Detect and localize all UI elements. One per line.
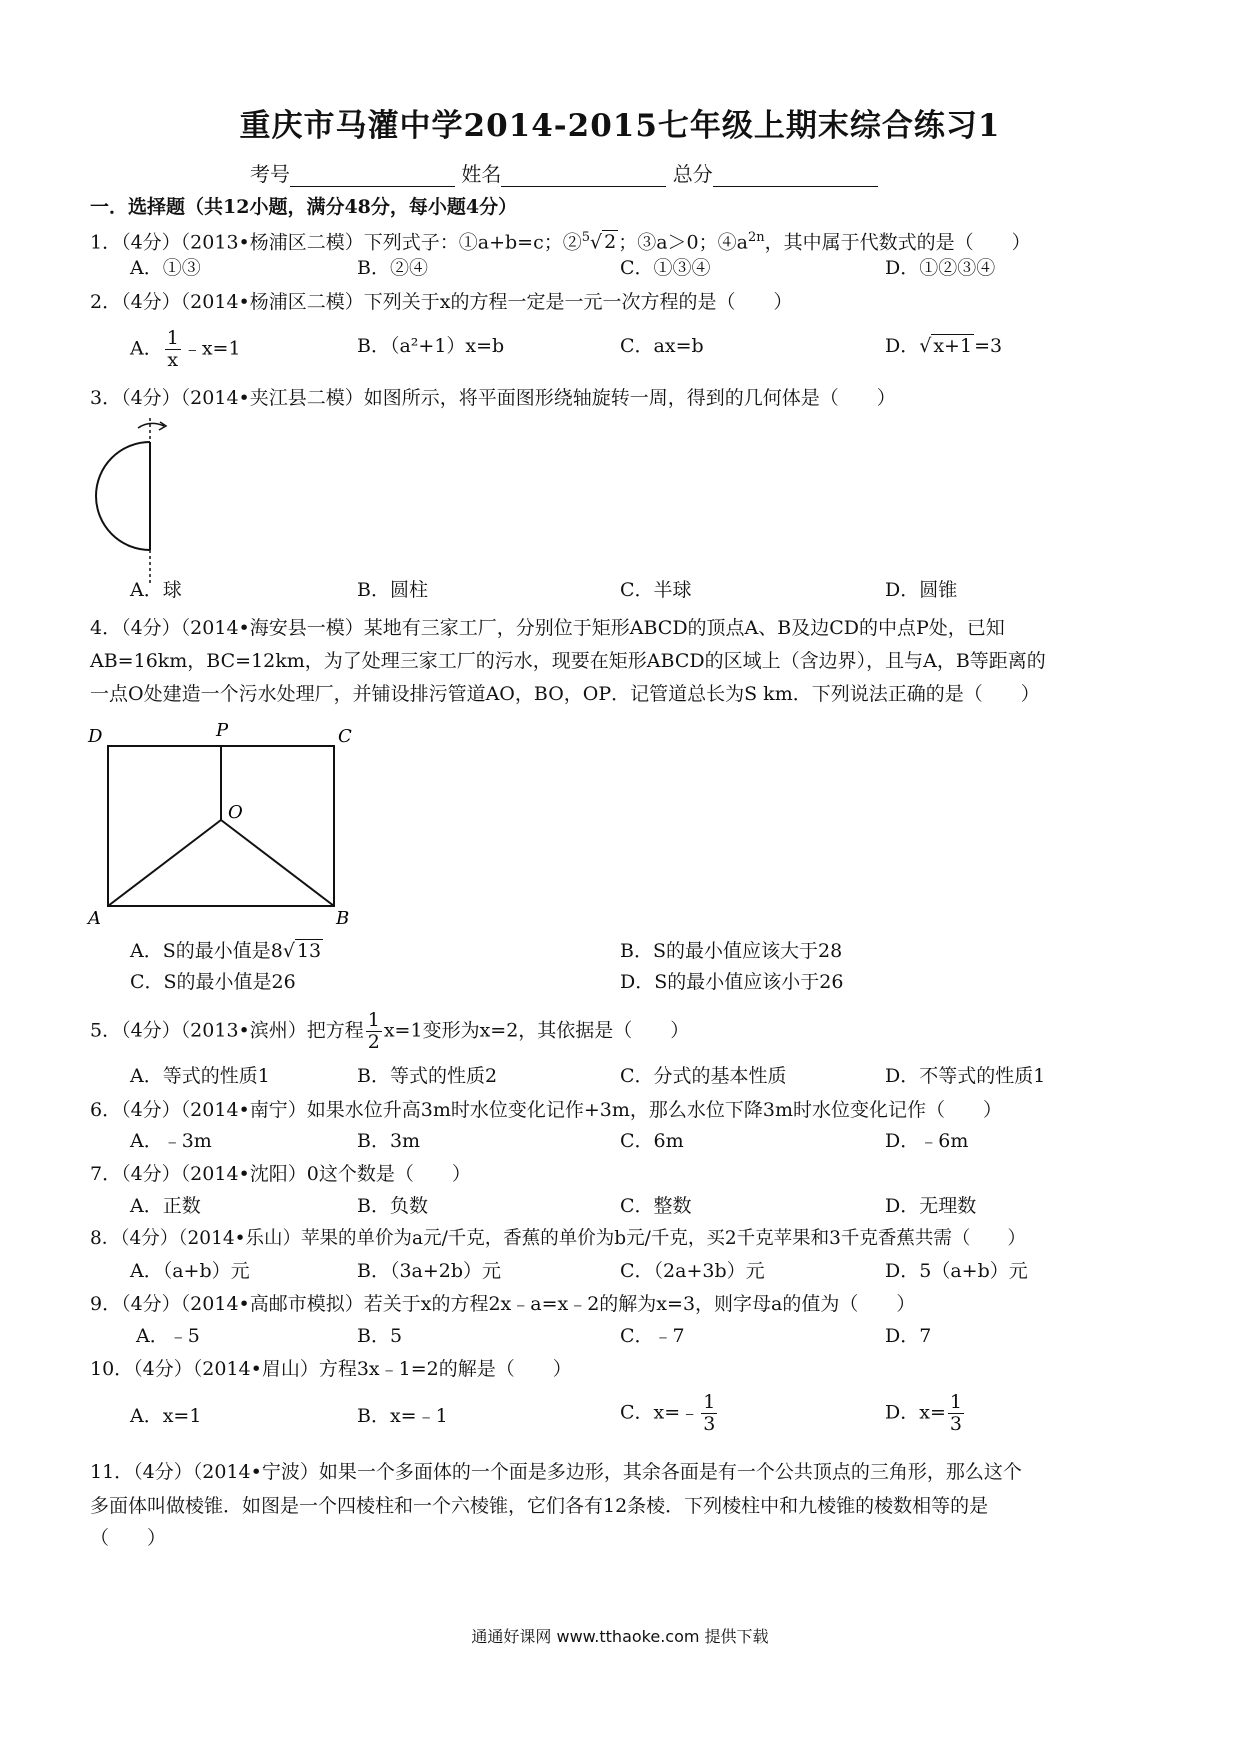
label-c: C [338, 726, 352, 747]
q6-option-c[interactable]: C．6m [620, 1130, 684, 1152]
q2-option-d[interactable] [885, 330, 1002, 362]
q1-radical: √ 2 [590, 231, 617, 254]
q3-option-d[interactable]: D．圆锥 [885, 579, 958, 601]
question-9-stem: 9．（4分）（2014•高邮市模拟）若关于x的方程2x﹣a=x﹣2的解为x=3，则字母a的值为（ ） [90, 1293, 916, 1315]
question-8-stem: 8．（4分）（2014•乐山）苹果的单价为a元/千克，香蕉的单价为b元/千克，买2千克苹果和3千克香蕉共需（ ） [90, 1228, 1026, 1249]
q9-option-d[interactable]: D．7 [885, 1325, 932, 1347]
question-10-stem: 10．（4分）（2014•眉山）方程3x﹣1=2的解是（ ） [90, 1358, 572, 1380]
section-heading: 一．选择题（共12小题，满分48分，每小题4分） [90, 196, 518, 218]
q10-d-fraction [948, 1392, 964, 1435]
student-info-line [250, 158, 878, 187]
question-3-stem: 3．（4分）（2014•夹江县二模）如图所示，将平面图形绕轴旋转一周，得到的几何体是（ ） [90, 387, 896, 409]
q6-option-a[interactable]: A．﹣3m [130, 1130, 212, 1152]
q2-d-radicand: x+1 [933, 335, 973, 357]
q2-a-numerator: 1 [166, 327, 179, 349]
question-4-line-1: 4．（4分）（2014•海安县一模）某地有三家工厂，分别位于矩形ABCD的顶点A、B及边CD的中点P处，已知 [90, 617, 1005, 639]
q2-d-label: D． [885, 335, 920, 357]
q5-option-a[interactable]: A．等式的性质1 [130, 1065, 270, 1087]
total-blank [713, 164, 878, 187]
q2-a-denominator: x [167, 348, 179, 371]
exam-no-blank [290, 164, 455, 187]
q4-option-d[interactable]: D．S的最小值应该小于26 [620, 971, 844, 993]
q2-d-radical: √ x+1 [919, 335, 973, 357]
q2-a-rest: ﹣x=1 [182, 337, 241, 360]
q2-a-fraction [165, 328, 181, 371]
q7-option-d[interactable]: D．无理数 [885, 1195, 977, 1217]
q10-option-c[interactable] [620, 1392, 719, 1435]
q7-option-c[interactable]: C．整数 [620, 1195, 692, 1217]
rotation-arrow [138, 423, 164, 428]
q10-option-d[interactable] [885, 1392, 966, 1435]
q4-option-c[interactable]: C．S的最小值是26 [130, 971, 296, 993]
q5-option-d[interactable]: D．不等式的性质1 [885, 1065, 1046, 1087]
q8-option-b[interactable]: B．（3a+2b）元 [357, 1260, 502, 1282]
semicircle-arc [96, 442, 150, 550]
q6-option-b[interactable]: B．3m [357, 1130, 421, 1152]
q4-a-radicand: 13 [296, 940, 322, 962]
name-label: 姓名 [461, 162, 502, 186]
q1-exponent: 2n [747, 230, 765, 245]
q2-option-a[interactable] [130, 328, 241, 371]
pipe-oa [108, 820, 221, 906]
q5-text-pre: 5．（4分）（2013•滨州）把方程 [90, 1019, 364, 1042]
q8-option-a[interactable]: A．（a+b）元 [130, 1260, 250, 1282]
question-7-stem: 7．（4分）（2014•沈阳）0这个数是（ ） [90, 1163, 471, 1185]
q10-option-b[interactable]: B．x=﹣1 [357, 1405, 448, 1427]
q2-option-c[interactable]: C．ax=b [620, 335, 704, 357]
q4-a-text: A．S的最小值是8 [130, 940, 283, 962]
question-4-line-2: AB=16km，BC=12km，为了处理三家工厂的污水，现要在矩形ABCD的区域上（含边界），且与A，B等距离的 [90, 650, 1046, 672]
q1-text-d: ；③a＞0；④a [618, 231, 748, 254]
q10-c-denominator: 3 [703, 1412, 716, 1435]
q1-option-a[interactable]: A．①③ [130, 257, 201, 279]
question-6-stem: 6．（4分）（2014•南宁）如果水位升高3m时水位变化记作+3m，那么水位下降3m时水位变化记作（ ） [90, 1099, 1002, 1121]
q7-option-a[interactable]: A．正数 [130, 1195, 201, 1217]
q1-radicand: 2 [604, 231, 617, 254]
q10-option-a[interactable]: A．x=1 [130, 1405, 202, 1427]
q1-option-b[interactable]: B．②④ [357, 257, 428, 279]
name-blank [501, 164, 666, 187]
question-11-line-1: 11．（4分）（2014•宁波）如果一个多面体的一个面是多边形，其余各面是有一个公共顶点的三角形，那么这个 [90, 1461, 1022, 1483]
q2-d-rest: =3 [974, 335, 1003, 357]
q5-option-b[interactable]: B．等式的性质2 [357, 1065, 498, 1087]
label-a: A [88, 908, 101, 928]
q8-option-c[interactable]: C．（2a+3b）元 [620, 1260, 765, 1282]
semicircle-rotation-figure [88, 418, 178, 588]
label-p: P [216, 720, 229, 741]
q10-c-fraction [701, 1392, 717, 1435]
q9-option-a[interactable]: A．﹣5 [136, 1325, 200, 1347]
exam-no-label: 考号 [250, 162, 290, 186]
page-footer: 通通好课网 www.tthaoke.com 提供下载 [471, 1627, 769, 1646]
label-d: D [88, 726, 103, 747]
page-title: 重庆市马灌中学2014-2015七年级上期末综合练习1 [239, 108, 1001, 144]
q3-option-c[interactable]: C．半球 [620, 579, 692, 601]
q5-fraction [366, 1010, 382, 1053]
q5-denominator: 2 [367, 1030, 380, 1053]
pipe-ob [221, 820, 334, 906]
q1-text-a: 1．（4分）（2013•杨浦区二模）下列式子：①a+b=c；② [90, 231, 582, 254]
question-4-line-3: 一点O处建造一个污水处理厂，并铺设排污管道AO，BO，OP．记管道总长为S km．下列说法正确的是（ ） [90, 683, 1040, 705]
q5-text-post: x=1变形为x=2，其依据是（ ） [383, 1019, 690, 1042]
q3-option-b[interactable]: B．圆柱 [357, 579, 428, 601]
question-2-stem: 2．（4分）（2014•杨浦区二模）下列关于x的方程一定是一元一次方程的是（ ） [90, 291, 793, 313]
q8-option-d[interactable]: D．5（a+b）元 [885, 1260, 1028, 1282]
question-5-stem [90, 1010, 689, 1053]
q1-root-index: 5 [581, 230, 590, 245]
q10-d-numerator: 1 [949, 1391, 962, 1413]
q1-text-f: ，其中属于代数式的是（ ） [764, 231, 1031, 254]
question-11-line-3: （ ） [90, 1527, 167, 1549]
q5-option-c[interactable]: C．分式的基本性质 [620, 1065, 787, 1087]
label-o: O [228, 802, 243, 823]
q5-numerator: 1 [367, 1009, 380, 1031]
q9-option-b[interactable]: B．5 [357, 1325, 403, 1347]
q2-option-b[interactable]: B．（a²+1）x=b [357, 335, 505, 357]
q6-option-d[interactable]: D．﹣6m [885, 1130, 969, 1152]
q10-d-label: D．x= [885, 1401, 946, 1424]
q9-option-c[interactable]: C．﹣7 [620, 1325, 685, 1347]
question-11-line-2: 多面体叫做棱锥．如图是一个四棱柱和一个六棱锥，它们各有12条棱．下列棱柱中和九棱锥的棱数相等的是 [90, 1495, 989, 1517]
q7-option-b[interactable]: B．负数 [357, 1195, 428, 1217]
q10-c-numerator: 1 [703, 1391, 716, 1413]
q10-d-denominator: 3 [949, 1412, 962, 1435]
q10-c-label: C．x=﹣ [620, 1401, 700, 1424]
total-label: 总分 [672, 162, 713, 186]
rectangle-abcd-figure [84, 718, 374, 928]
label-b: B [336, 908, 350, 928]
q4-option-b[interactable]: B．S的最小值应该大于28 [620, 940, 843, 962]
q2-a-label: A． [130, 337, 163, 360]
q4-option-a[interactable] [130, 935, 323, 967]
q1-option-c[interactable]: C．①③④ [620, 257, 711, 279]
q3-option-a[interactable]: A．球 [130, 579, 182, 601]
q4-a-radical: √ 13 [282, 940, 322, 962]
q1-option-d[interactable]: D．①②③④ [885, 257, 996, 279]
